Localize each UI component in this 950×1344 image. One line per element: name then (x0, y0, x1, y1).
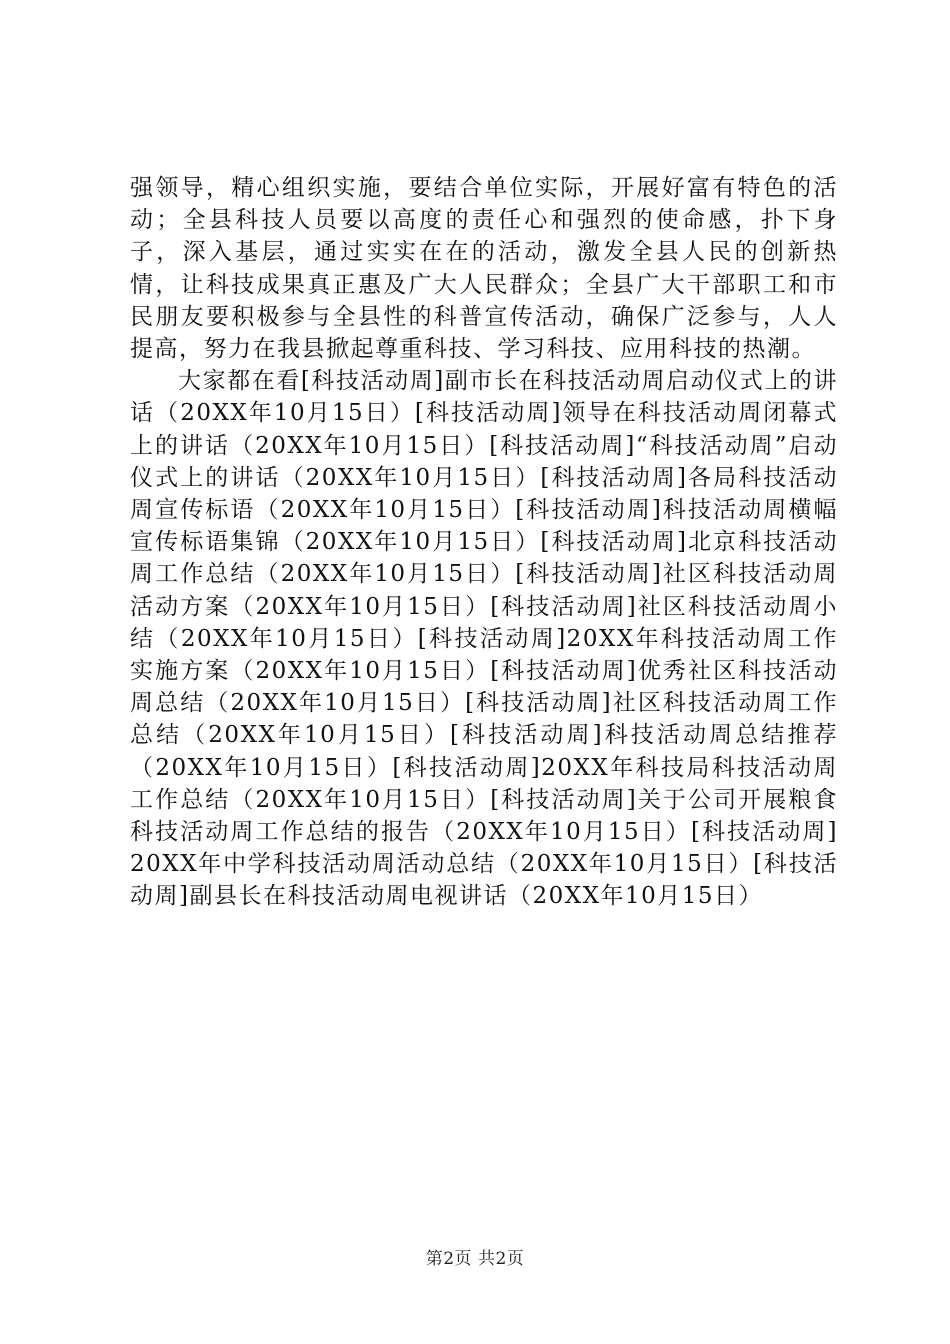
page-number-footer: 第2页 共2页 (425, 1249, 525, 1269)
paragraph-closing-appeal: 强领导，精心组织实施，要结合单位实际，开展好富有特色的活动；全县科技人员要以高度的责任心和强烈的使命感，扑下身子，深入基层，通过实实在在的活动，激发全县人民的创新热情，让科技成果真正惠及广大人民群众；全县广大干部职工和市民朋友要积极参与全县性的科普宣传活动，确保广泛参与，人人提高，努力在我县掀起尊重科技、学习科技、应用科技的热潮。 (130, 175, 838, 363)
paragraph-related-articles: 大家都在看[科技活动周]副市长在科技活动周启动仪式上的讲话（20XX年10月15日）[科技活动周]领导在科技活动周闭幕式上的讲话（20XX年10月15日）[科技活动周]“科技活动周”启动仪式上的讲话（20XX年10月15日）[科技活动周]各局科技活动周宣传标语（20XX年10月15日）[科技活动周]科技活动周横幅宣传标语集锦（20XX年10月15日）[科技活动周]北京科技活动周工作总结（20XX年10月15日）[科技活动周]社区科技活动周活动方案（20XX年10月15日）[科技活动周]社区科技活动周小结（20XX年10月15日）[科技活动周]20XX年科技活动周工作实施方案（20XX年10月15日）[科技活动周]优秀社区科技活动周总结（20XX年10月15日）[科技活动周]社区科技活动周工作总结（20XX年10月15日）[科技活动周]科技活动周总结推荐（20XX年10月15日）[科技活动周]20XX年科技局科技活动周工作总结（20XX年10月15日）[科技活动周]关于公司开展粮食科技活动周工作总结的报告（20XX年10月15日）[科技活动周]20XX年中学科技活动周活动总结（20XX年10月15日）[科技活动周]副县长在科技活动周电视讲话（20XX年10月15日） (130, 368, 838, 910)
document-body (130, 172, 838, 913)
